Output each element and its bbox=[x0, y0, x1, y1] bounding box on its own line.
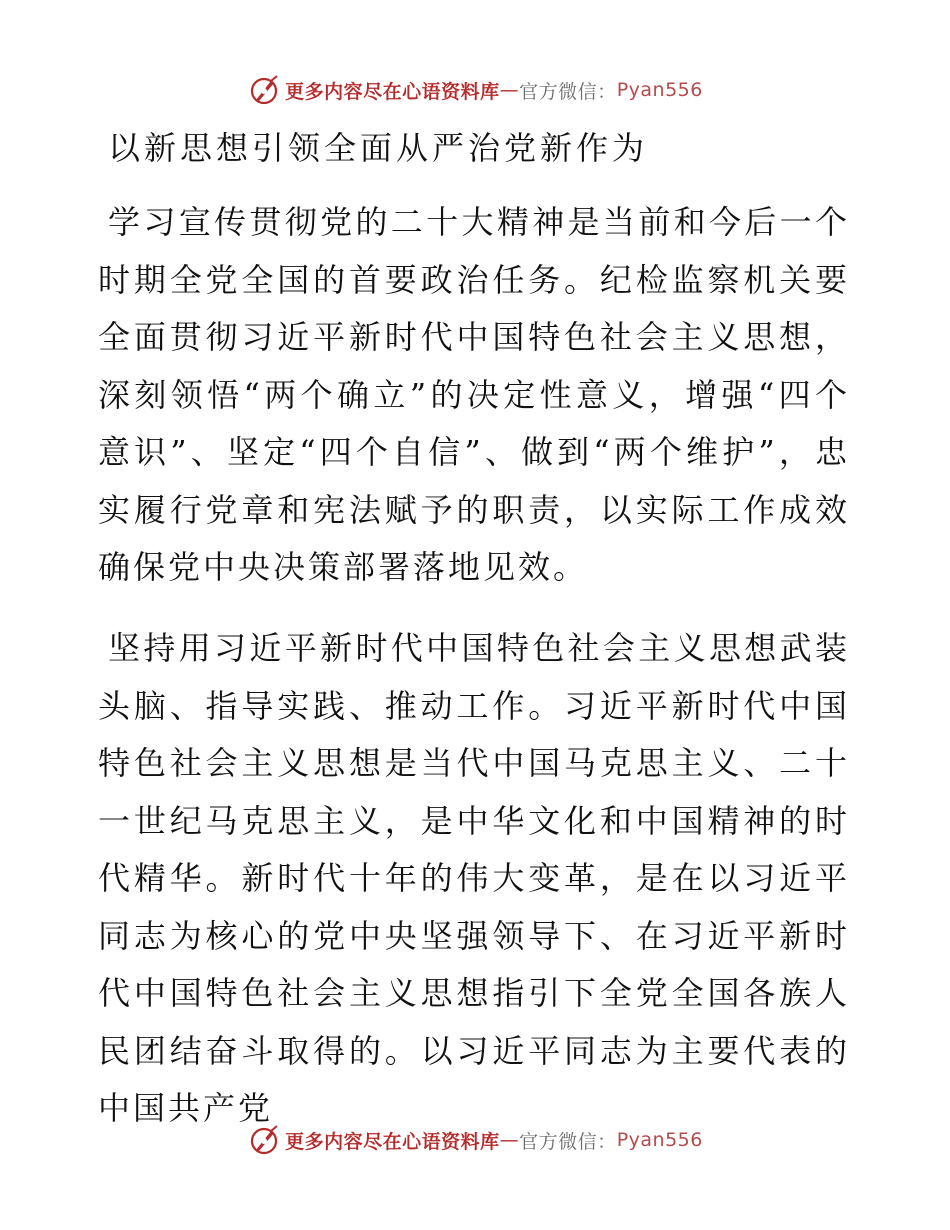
header-watermark bbox=[0, 70, 950, 110]
footer-brand: 更多内容尽在心语资料库 bbox=[285, 1130, 500, 1153]
header-dash: — bbox=[499, 79, 520, 101]
header-brand: 更多内容尽在心语资料库 bbox=[285, 80, 500, 103]
footer-dash: — bbox=[499, 1129, 520, 1151]
quill-circle-icon bbox=[247, 73, 281, 107]
header-wechat-id: Pyan556 bbox=[616, 79, 703, 101]
footer-watermark bbox=[0, 1120, 950, 1160]
quill-circle-icon bbox=[247, 1123, 281, 1157]
document-title: 以新思想引领全面从严治党新作为 bbox=[108, 129, 649, 167]
footer-label: 官方微信： bbox=[519, 1130, 617, 1153]
paragraph-2: 坚持用习近平新时代中国特色社会主义思想武装头脑、指导实践、推动工作。习近平新时代中国特色社会主义思想是当代中国马克思主义、二十一世纪马克思主义，是中华文化和中国精神的时代精华。新时代十年的伟大变革，是在以习近平同志为核心的党中央坚强领导下、在习近平新时代中国特色社会主义思想指引下全党全国各族人民团结奋斗取得的。以习近平同志为主要代表的中国共产党 bbox=[98, 629, 850, 1127]
footer-wechat-id: Pyan556 bbox=[616, 1129, 703, 1151]
header-label: 官方微信： bbox=[519, 80, 617, 103]
paragraph-1: 学习宣传贯彻党的二十大精神是当前和今后一个时期全党全国的首要政治任务。纪检监察机关要全面贯彻习近平新时代中国特色社会主义思想，深刻领悟“两个确立”的决定性意义，增强“四个意识”、坚定“四个自信”、做到“两个维护”，忠实履行党章和宪法赋予的职责，以实际工作成效确保党中央决策部署落地见效。 bbox=[98, 203, 850, 586]
